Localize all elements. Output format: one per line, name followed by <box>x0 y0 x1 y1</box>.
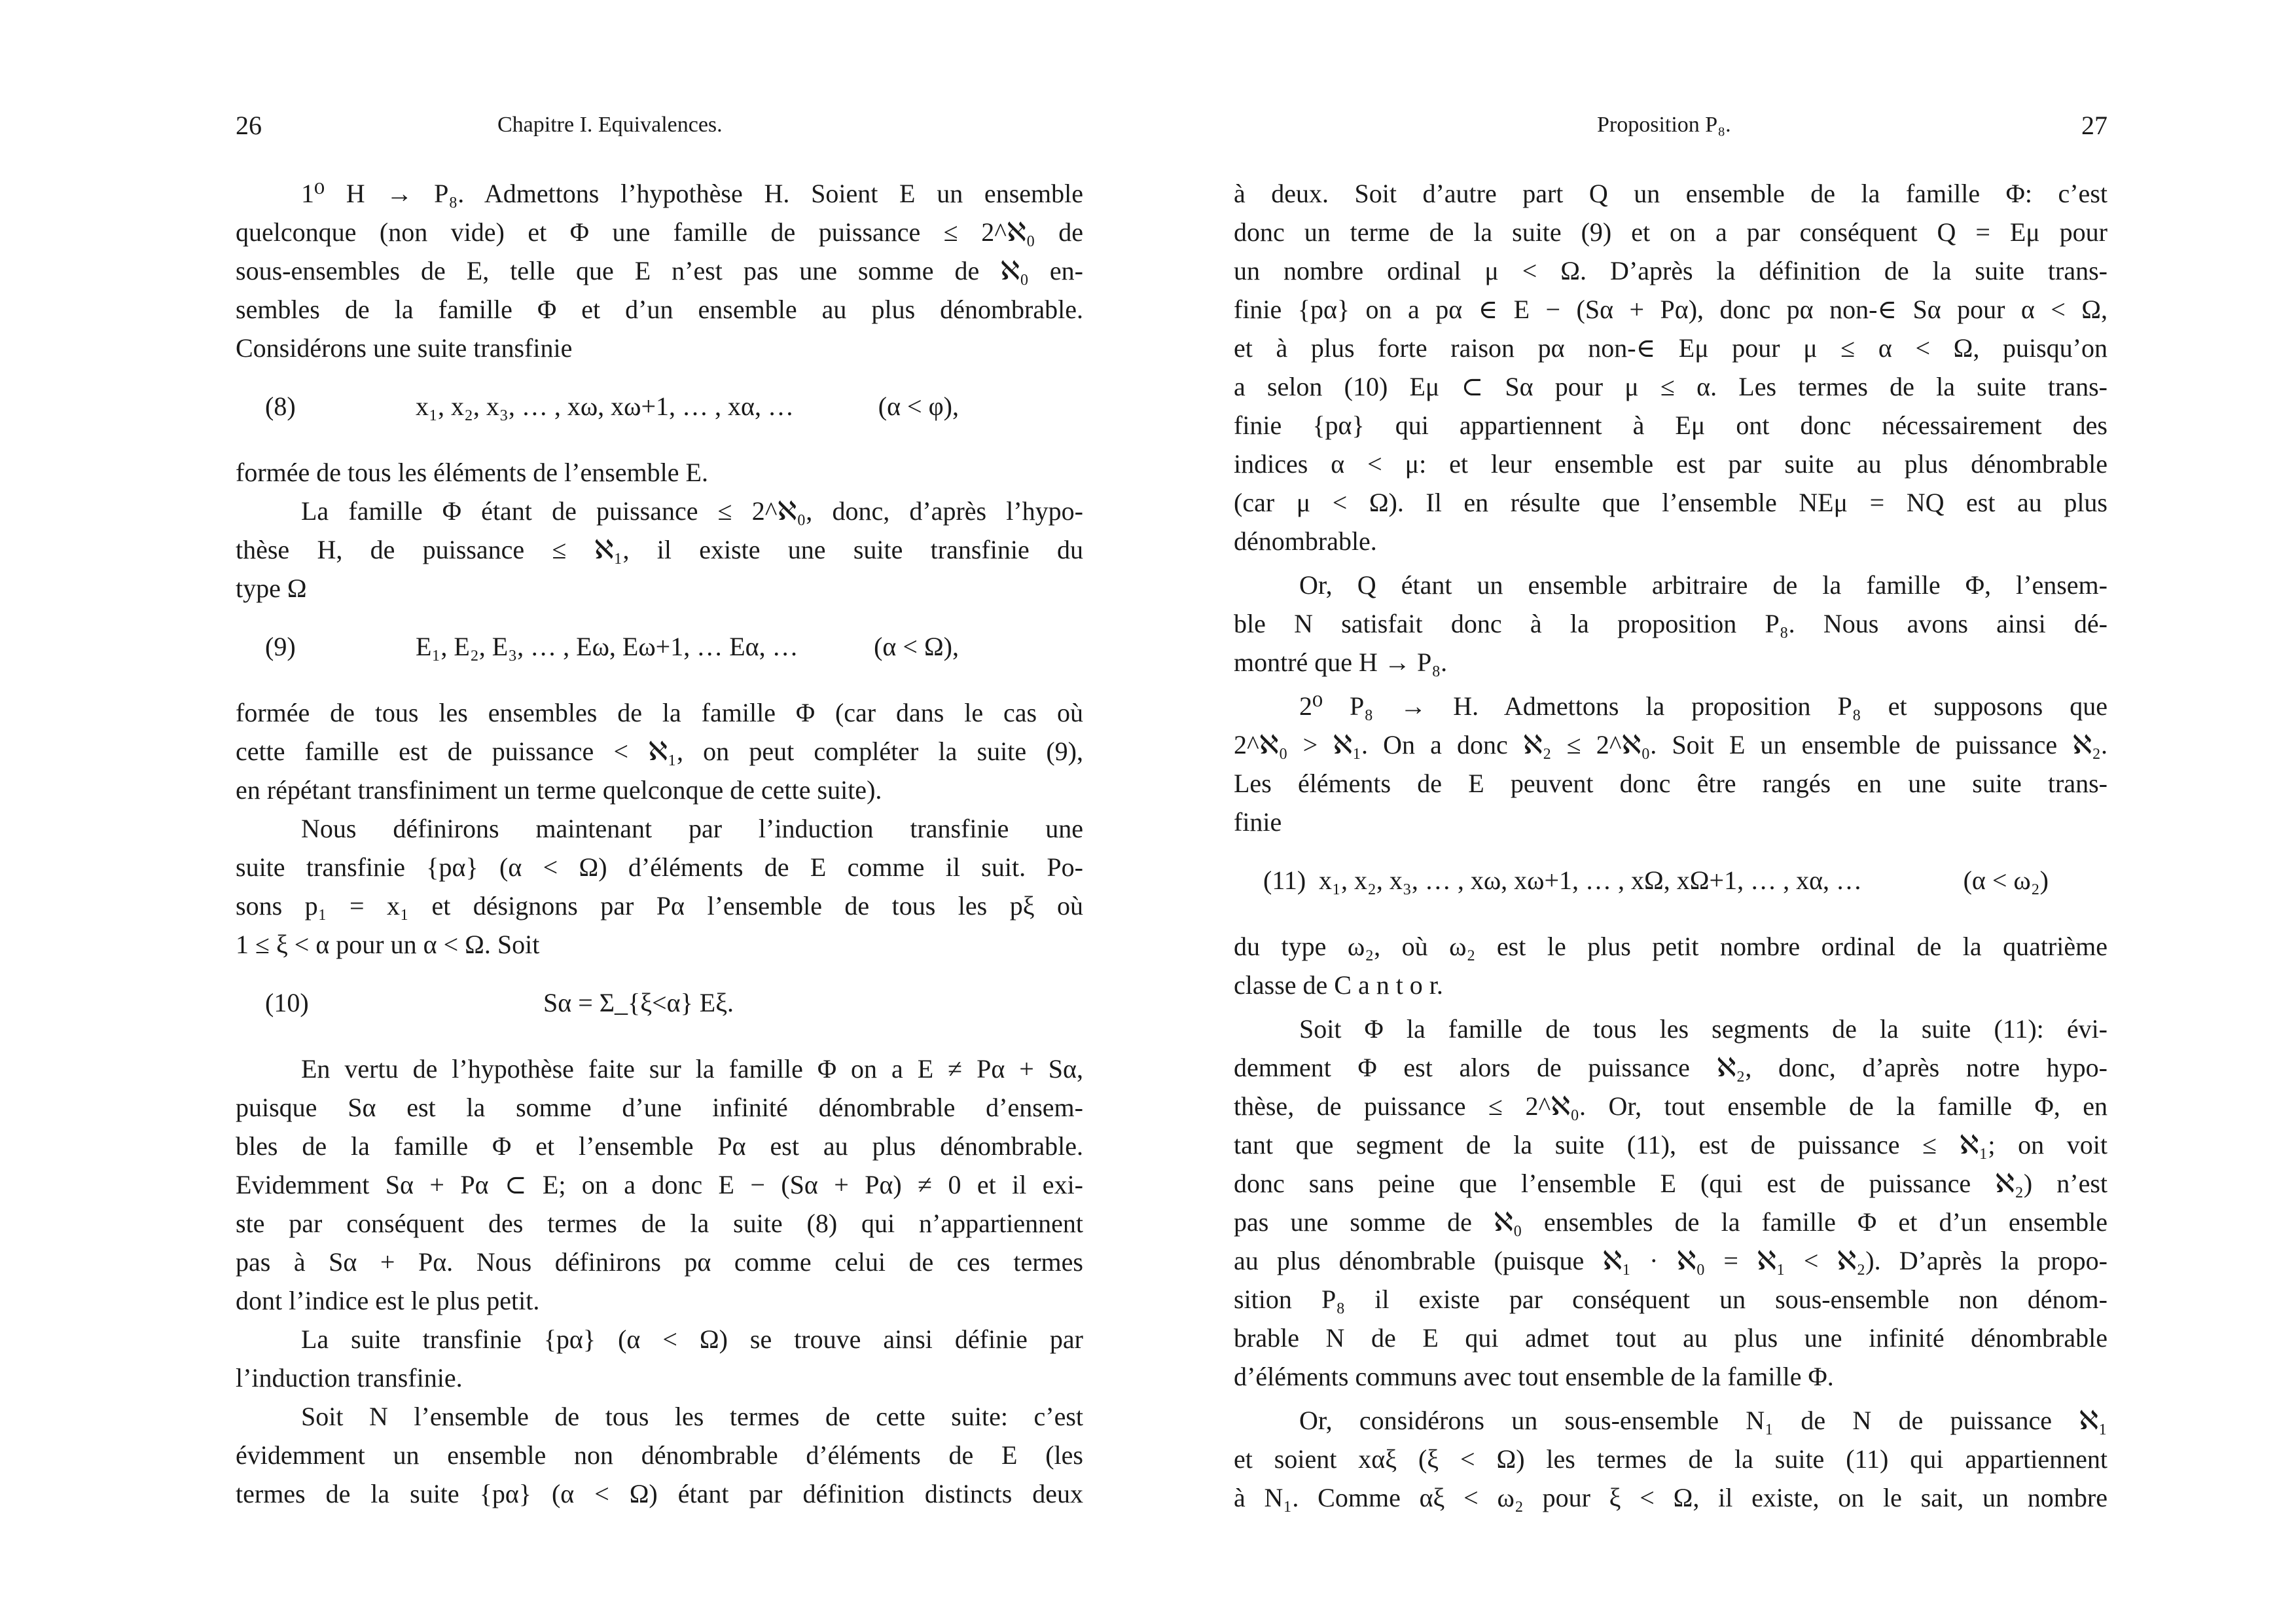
text-line: sous-ensembles de E, telle que E n’est pas une somme de ℵ₀ en- <box>236 256 1083 285</box>
left-page <box>236 0 1083 1623</box>
equation-number: (11) <box>1263 866 1306 895</box>
text-line: suite transfinie {pα} (α < Ω) d’éléments de E comme il suit. Po- <box>236 852 1083 882</box>
text-line: l’induction transfinie. <box>236 1363 463 1393</box>
equation-formula: x₁, x₂, x₃, … , xω, xω+1, … , xΩ, xΩ+1, … , xα, … <box>1319 866 1863 895</box>
text-line: 2^ℵ₀ > ℵ₁. On a donc ℵ₂ ≤ 2^ℵ₀. Soit E un ensemble de puissance ℵ₂. <box>1234 730 2108 759</box>
text-line: donc sans peine que l’ensemble E (qui est de puissance ℵ₂) n’est <box>1234 1169 2108 1198</box>
text-line: sembles de la famille Φ et d’un ensemble au plus dénombrable. <box>236 295 1083 324</box>
text-line: thèse H, de puissance ≤ ℵ₁, il existe une suite transfinie du <box>236 535 1083 564</box>
text-line: pas à Sα + Pα. Nous définirons pα comme celui de ces termes <box>236 1247 1083 1277</box>
paragraph-first-line: 2⁰ P₈ → H. Admettons la proposition P₈ et supposons que <box>1299 691 2108 721</box>
text-line: montré que H → P₈. <box>1234 647 1448 677</box>
text-line: Evidemment Sα + Pα ⊂ E; on a donc E − (Sα + Pα) ≠ 0 et il exi- <box>236 1170 1083 1199</box>
text-line: en répétant transfiniment un terme quelconque de cette suite). <box>236 775 882 805</box>
text-line: finie <box>1234 807 1282 837</box>
text-line: finie {pα} qui appartiennent à Eμ ont donc nécessairement des <box>1234 410 2108 440</box>
running-head: Chapitre I. Equivalences. <box>497 113 723 137</box>
text-line: cette famille est de puissance < ℵ₁, on peut compléter la suite (9), <box>236 737 1083 766</box>
text-line: pas une somme de ℵ₀ ensembles de la famille Φ et d’un ensemble <box>1234 1207 2108 1237</box>
text-line: formée de tous les ensembles de la famille Φ (car dans le cas où <box>236 698 1083 727</box>
text-line: au plus dénombrable (puisque ℵ₁ · ℵ₀ = ℵ₁ < ℵ₂). D’après la propo- <box>1234 1246 2108 1275</box>
text-line: à N₁. Comme αξ < ω₂ pour ξ < Ω, il existe, on le sait, un nombre <box>1234 1483 2108 1512</box>
text-line: (car μ < Ω). Il en résulte que l’ensemble NEμ = NQ est au plus <box>1234 488 2108 517</box>
text-line: ste par conséquent des termes de la suite (8) qui n’appartiennent <box>236 1209 1083 1238</box>
equation-number: (10) <box>265 988 309 1017</box>
text-line: sons p₁ = x₁ et désignons par Pα l’ensemble de tous les pξ où <box>236 891 1083 921</box>
paragraph-first-line: La suite transfinie {pα} (α < Ω) se trouve ainsi définie par <box>301 1324 1083 1354</box>
equation-line <box>1234 862 2108 899</box>
equation-formula: Sα = Σ_{ξ<α} Eξ. <box>543 988 734 1017</box>
text-line: a selon (10) Eμ ⊂ Sα pour μ ≤ α. Les termes de la suite trans- <box>1234 372 2108 401</box>
text-line: termes de la suite {pα} (α < Ω) étant par définition distincts deux <box>236 1479 1083 1508</box>
paragraph-first-line: 1⁰ H → P₈. Admettons l’hypothèse H. Soient E un ensemble <box>301 179 1083 208</box>
text-line: donc un terme de la suite (9) et on a par conséquent Q = Eμ pour <box>1234 217 2108 247</box>
text-line: et soient xαξ (ξ < Ω) les termes de la suite (11) qui appartiennent <box>1234 1444 2108 1474</box>
equation-line <box>236 629 1083 665</box>
text-line: du type ω₂, où ω₂ est le plus petit nombre ordinal de la quatrième <box>1234 932 2108 961</box>
equation-condition: (α < ω₂) <box>1963 866 2049 895</box>
paragraph-first-line: Soit N l’ensemble de tous les termes de cette suite: c’est <box>301 1402 1083 1431</box>
text-line: dénombrable. <box>1234 526 1377 556</box>
paragraph-first-line: Or, Q étant un ensemble arbitraire de la famille Φ, l’ensem- <box>1299 570 2108 600</box>
text-line: indices α < μ: et leur ensemble est par suite au plus dénombrable <box>1234 449 2108 479</box>
equation-condition: (α < Ω), <box>874 632 959 661</box>
right-page <box>1234 0 2108 1623</box>
text-line: brable N de E qui admet tout au plus une infinité dénombrable <box>1234 1323 2108 1353</box>
page-number: 27 <box>2081 111 2108 140</box>
text-line: thèse, de puissance ≤ 2^ℵ₀. Or, tout ensemble de la famille Φ, en <box>1234 1091 2108 1121</box>
text-line: classe de C a n t o r. <box>1234 970 1443 1000</box>
text-line: ble N satisfait donc à la proposition P₈. Nous avons ainsi dé- <box>1234 609 2108 638</box>
text-line: à deux. Soit d’autre part Q un ensemble de la famille Φ: c’est <box>1234 179 2108 208</box>
equation-formula: E₁, E₂, E₃, … , Eω, Eω+1, … Eα, … <box>416 632 798 661</box>
equation-line <box>236 388 1083 425</box>
paragraph-first-line: Nous définirons maintenant par l’induction transfinie une <box>301 814 1083 843</box>
paragraph-first-line: En vertu de l’hypothèse faite sur la famille Φ on a E ≠ Pα + Sα, <box>301 1054 1083 1084</box>
text-line: tant que segment de la suite (11), est de puissance ≤ ℵ₁; on voit <box>1234 1130 2108 1159</box>
text-line: un nombre ordinal μ < Ω. D’après la définition de la suite trans- <box>1234 256 2108 285</box>
text-line: quelconque (non vide) et Φ une famille de puissance ≤ 2^ℵ₀ de <box>236 217 1083 247</box>
paragraph-first-line: La famille Φ étant de puissance ≤ 2^ℵ₀, donc, d’après l’hypo- <box>301 496 1083 526</box>
text-line: dont l’indice est le plus petit. <box>236 1286 540 1315</box>
paragraph-first-line: Or, considérons un sous-ensemble N₁ de N de puissance ℵ₁ <box>1299 1406 2108 1435</box>
text-line: d’éléments communs avec tout ensemble de la famille Φ. <box>1234 1362 1834 1391</box>
running-head: Proposition P₈. <box>1597 113 1731 137</box>
text-line: sition P₈ il existe par conséquent un sous-ensemble non dénom- <box>1234 1285 2108 1314</box>
text-line: puisque Sα est la somme d’une infinité dénombrable d’ensem- <box>236 1093 1083 1122</box>
text-line: 1 ≤ ξ < α pour un α < Ω. Soit <box>236 930 540 959</box>
text-line: Les éléments de E peuvent donc être rangés en une suite trans- <box>1234 769 2108 798</box>
equation-line <box>236 985 1083 1021</box>
paragraph-first-line: Soit Φ la famille de tous les segments de la suite (11): évi- <box>1299 1014 2108 1044</box>
text-line: type Ω <box>236 574 307 603</box>
equation-condition: (α < φ), <box>878 392 959 421</box>
text-line: finie {pα} on a pα ∈ E − (Sα + Pα), donc pα non-∈ Sα pour α < Ω, <box>1234 295 2108 324</box>
text-line: demment Φ est alors de puissance ℵ₂, donc, d’après notre hypo- <box>1234 1053 2108 1082</box>
text-line: et à plus forte raison pα non-∈ Eμ pour μ ≤ α < Ω, puisqu’on <box>1234 333 2108 363</box>
equation-number: (8) <box>265 392 296 421</box>
page-number: 26 <box>236 111 262 140</box>
text-line: Considérons une suite transfinie <box>236 333 573 363</box>
equation-formula: x₁, x₂, x₃, … , xω, xω+1, … , xα, … <box>416 392 795 421</box>
text-line: évidemment un ensemble non dénombrable d’éléments de E (les <box>236 1440 1083 1470</box>
text-line: bles de la famille Φ et l’ensemble Pα est au plus dénombrable. <box>236 1131 1083 1161</box>
equation-number: (9) <box>265 632 296 661</box>
text-line: formée de tous les éléments de l’ensemble E. <box>236 458 708 487</box>
